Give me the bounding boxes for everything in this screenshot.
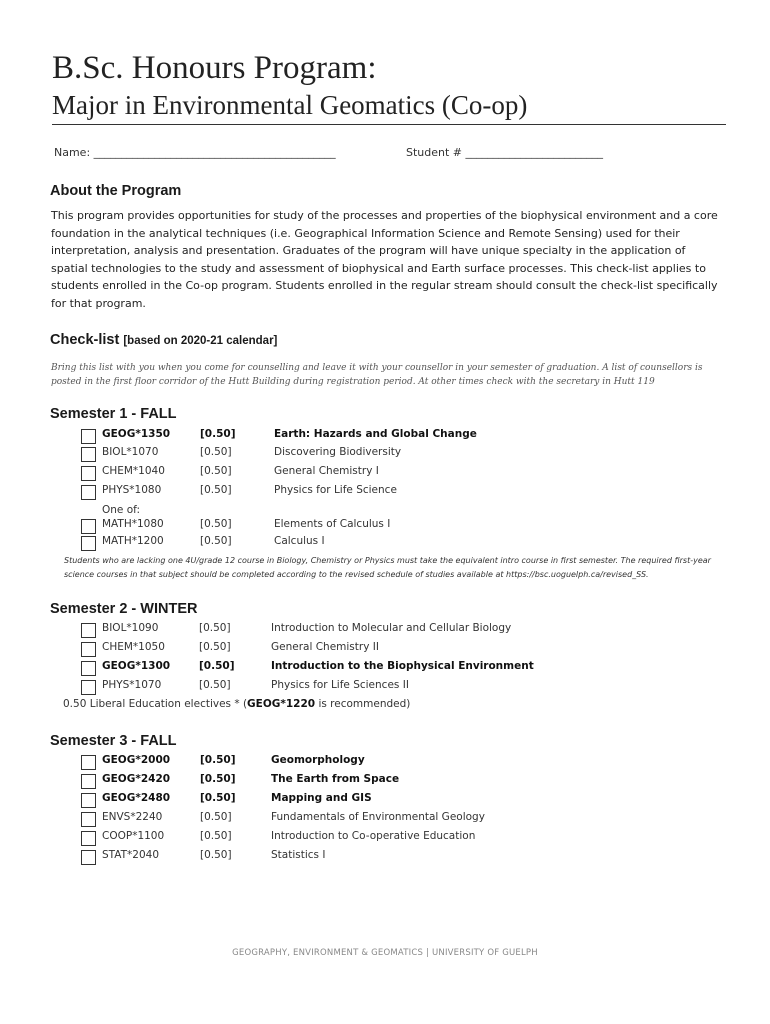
course-title: Calculus I xyxy=(274,535,325,547)
course-credit: [0.50] xyxy=(200,830,232,842)
course-code: COOP*1100 xyxy=(102,830,165,842)
course-title: Mapping and GIS xyxy=(271,792,372,804)
course-code: CHEM*1040 xyxy=(102,465,165,477)
course-credit: [0.50] xyxy=(200,465,232,477)
about-text: This program provides opportunities for study of the processes and properties of the biophysical environment and a core foundation in the analytical techniques (i.e. Geographical Information Science and Remote Sensing) used for their interpretation, analysis and presentation. Graduates of the program will have unique specialty in the application of spatial technologies to the study and assessment of biophysical and Earth surface processes. This check-list applies to students enrolled in the Co-op program. Students enrolled in the regular stream should consult the check-list specifically for that program. xyxy=(51,209,718,310)
course-credit: [0.50] xyxy=(199,660,235,672)
course-row xyxy=(80,484,720,502)
course-row xyxy=(80,849,720,867)
course-credit: [0.50] xyxy=(200,484,232,496)
course-checkbox[interactable] xyxy=(81,485,96,500)
name-field[interactable]: Name: ____________________________________________ xyxy=(54,146,336,159)
about-heading: About the Program xyxy=(50,183,182,199)
checklist-heading xyxy=(50,332,277,348)
course-title: Introduction to Molecular and Cellular Biology xyxy=(271,622,512,634)
course-title: Discovering Biodiversity xyxy=(274,446,402,458)
course-title: Earth: Hazards and Global Change xyxy=(274,428,477,440)
course-title: General Chemistry II xyxy=(271,641,379,653)
electives-code: GEOG*1220 xyxy=(247,698,316,710)
semester-1-heading: Semester 1 - FALL xyxy=(50,406,177,422)
course-credit: [0.50] xyxy=(199,622,231,634)
course-title: General Chemistry I xyxy=(274,465,379,477)
course-credit: [0.50] xyxy=(200,811,232,823)
course-row xyxy=(80,641,720,659)
course-code: GEOG*2420 xyxy=(102,773,171,785)
course-credit: [0.50] xyxy=(199,641,231,653)
course-checkbox[interactable] xyxy=(81,850,96,865)
course-code: MATH*1200 xyxy=(102,535,164,547)
course-title: Elements of Calculus I xyxy=(274,518,391,530)
course-checkbox[interactable] xyxy=(81,774,96,789)
course-title: Statistics I xyxy=(271,849,326,861)
course-credit: [0.50] xyxy=(200,792,236,804)
course-checkbox[interactable] xyxy=(81,519,96,534)
electives-suffix: is recommended) xyxy=(315,698,411,710)
course-row xyxy=(80,428,720,446)
course-code: BIOL*1070 xyxy=(102,446,159,458)
course-row xyxy=(80,792,720,810)
course-code: GEOG*1300 xyxy=(102,660,171,672)
course-code: GEOG*2000 xyxy=(102,754,171,766)
course-title: Introduction to Co-operative Education xyxy=(271,830,476,842)
page-subtitle: Major in Environmental Geomatics (Co-op) xyxy=(52,90,528,120)
course-title: Physics for Life Science xyxy=(274,484,397,496)
course-row xyxy=(80,754,720,772)
semester-3-heading: Semester 3 - FALL xyxy=(50,733,177,749)
course-checkbox[interactable] xyxy=(81,793,96,808)
title-divider xyxy=(52,124,726,125)
checklist-calendar: [based on 2020-21 calendar] xyxy=(123,335,278,347)
course-row xyxy=(80,446,720,464)
course-checkbox[interactable] xyxy=(81,661,96,676)
page-footer: GEOGRAPHY, ENVIRONMENT & GEOMATICS | UNIVERSITY OF GUELPH xyxy=(232,948,538,958)
course-row xyxy=(80,830,720,848)
course-code: ENVS*2240 xyxy=(102,811,163,823)
course-title: The Earth from Space xyxy=(271,773,400,785)
course-checkbox[interactable] xyxy=(81,623,96,638)
course-row xyxy=(80,518,720,536)
course-checkbox[interactable] xyxy=(81,755,96,770)
course-credit: [0.50] xyxy=(200,849,232,861)
student-number-field[interactable]: Student # _________________________ xyxy=(406,146,604,159)
course-code: GEOG*1350 xyxy=(102,428,171,440)
course-credit: [0.50] xyxy=(200,773,236,785)
checklist-title: Check-list xyxy=(50,332,120,348)
course-title: Introduction to the Biophysical Environment xyxy=(271,660,534,672)
course-checkbox[interactable] xyxy=(81,831,96,846)
course-row xyxy=(80,465,720,483)
course-checkbox[interactable] xyxy=(81,429,96,444)
checklist-note: Bring this list with you when you come for counselling and leave it with your counsellor in your semester of graduation. A list of counsellors is posted in the first floor corridor of the Hutt Building during registration period. At other times check with the secretary in Hutt 119 xyxy=(51,363,703,387)
course-row xyxy=(80,679,720,697)
course-checkbox[interactable] xyxy=(81,447,96,462)
one-of-label: One of: xyxy=(102,504,141,516)
course-checkbox[interactable] xyxy=(81,812,96,827)
course-checkbox[interactable] xyxy=(81,536,96,551)
course-code: PHYS*1070 xyxy=(102,679,162,691)
course-credit: [0.50] xyxy=(199,679,231,691)
electives-line xyxy=(63,698,410,710)
course-code: STAT*2040 xyxy=(102,849,160,861)
course-row xyxy=(80,811,720,829)
course-code: MATH*1080 xyxy=(102,518,164,530)
course-row xyxy=(80,622,720,640)
course-checkbox[interactable] xyxy=(81,680,96,695)
course-checkbox[interactable] xyxy=(81,642,96,657)
semester-1-note: Students who are lacking one 4U/grade 12 course in Biology, Chemistry or Physics must take the equivalent intro course in first semester. The required first-year science courses in that subject should be completed according to the revised schedule of studies available at https://bsc.uoguelph.ca/revised_SS. xyxy=(64,556,711,579)
course-checkbox[interactable] xyxy=(81,466,96,481)
page-title: B.Sc. Honours Program: xyxy=(52,50,377,86)
course-code: CHEM*1050 xyxy=(102,641,165,653)
course-row xyxy=(80,535,720,553)
course-credit: [0.50] xyxy=(200,518,232,530)
course-code: BIOL*1090 xyxy=(102,622,159,634)
course-title: Geomorphology xyxy=(271,754,365,766)
electives-prefix: 0.50 Liberal Education electives * ( xyxy=(63,698,248,710)
course-row xyxy=(80,660,720,678)
course-code: GEOG*2480 xyxy=(102,792,171,804)
course-credit: [0.50] xyxy=(200,754,236,766)
semester-2-heading: Semester 2 - WINTER xyxy=(50,601,198,617)
course-credit: [0.50] xyxy=(200,428,236,440)
course-code: PHYS*1080 xyxy=(102,484,162,496)
course-title: Fundamentals of Environmental Geology xyxy=(271,811,485,823)
course-credit: [0.50] xyxy=(200,446,232,458)
course-row xyxy=(80,773,720,791)
course-title: Physics for Life Sciences II xyxy=(271,679,409,691)
course-credit: [0.50] xyxy=(200,535,232,547)
